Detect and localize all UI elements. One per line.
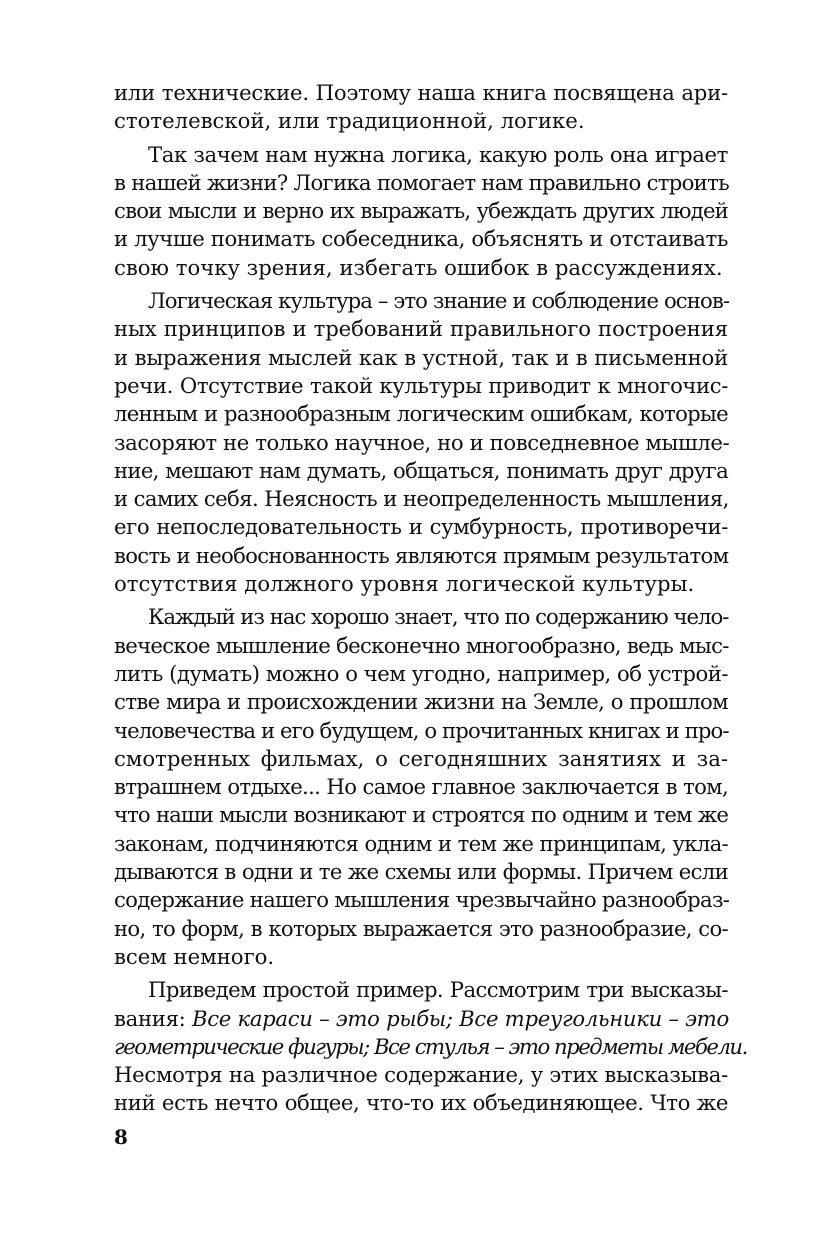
example-italic-line: геометрические фигуры; Все стулья – это предметы мебели. [114,1033,747,1059]
text-line: законам, подчиняются одним и тем же принципам, укла- [114,830,728,856]
text-line: человечества и его будущем, о прочитанных книгах и про- [114,717,729,743]
text-line-mixed [114,1005,728,1033]
page-body [114,79,747,1123]
text-line: Несмотря на различное содержание, у этих высказыва- [114,1062,728,1088]
text-line: свою точку зрения, избегать ошибок в рассуждениях. [114,254,723,280]
text-line: ленным и разнообразным логическим ошибкам, которые [114,401,728,427]
text-line: стве мира и происхождении жизни на Земле, о прошлом [114,689,728,715]
text-line: речи. Отсутствие такой культуры приводит к многочис- [114,372,728,398]
text-line: засоряют не только научное, но и повседневное мышле- [114,429,730,455]
text-line: отсутствия должного уровня логической культуры. [114,571,695,597]
text-line: ние, мешают нам думать, общаться, понимать друг друга [114,457,728,483]
page-number: 8 [114,1125,128,1149]
example-italic: Все караси – это рыбы; Все треугольники – это [191,1005,729,1031]
text-line: Так зачем нам нужна логика, какую роль она играет [148,141,728,167]
text-line: веческое мышление бесконечно многообразно, ведь мыс- [114,632,729,658]
text-line: ний есть нечто общее, что-то их объединяющее. Что же [114,1090,728,1116]
text-line: и выражения мыслей как в устной, так и в письменной [114,344,728,370]
text-line: но, то форм, в которых выражается это разнообразие, со- [114,915,728,941]
text-line: дываются в одни и те же схемы или формы. Причем если [114,859,728,885]
paragraph-1 [114,79,728,136]
text-line: его непоследовательность и сумбурность, противоречи- [114,514,728,540]
text-line: смотренных фильмах, о сегодняшних занятиях и за- [114,745,728,771]
paragraph-3 [114,287,728,598]
text-line: содержание нашего мышления чрезвычайно разнообраз- [114,887,730,913]
text-line: или технические. Поэтому наша книга посвящена ари- [114,80,728,105]
text-normal: вания: [114,1005,192,1031]
paragraph-5 [114,976,747,1117]
text-line: в нашей жизни? Логика помогает нам правильно строить [114,169,729,195]
paragraph-4 [114,603,728,971]
text-line: Логическая культура – это знание и соблюдение основ- [148,288,730,314]
text-line: что наши мысли возникают и строятся по одним и тем же [114,802,728,828]
text-line: свои мысли и верно их выражать, убеждать других людей [114,198,728,224]
text-line: Приведем простой пример. Рассмотрим три высказы- [148,977,728,1003]
text-line: и самих себя. Неясность и неопределенность мышления, [114,486,729,512]
text-line: ных принципов и требований правильного построения [114,316,728,342]
text-line: Каждый из нас хорошо знает, что по содержанию чело- [148,604,729,630]
paragraph-2 [114,141,728,282]
text-line: лить (думать) можно о чем угодно, например, об устрой- [114,660,728,686]
text-line: втрашнем отдыхе... Но самое главное заключается в том, [114,774,728,800]
text-line: всем немного. [114,943,275,969]
text-line: стотелевской, или традиционной, логике. [114,108,585,134]
text-line: и лучше понимать собеседника, объяснять и отстаивать [114,226,728,252]
text-line: вость и необоснованность являются прямым результатом [114,542,729,568]
